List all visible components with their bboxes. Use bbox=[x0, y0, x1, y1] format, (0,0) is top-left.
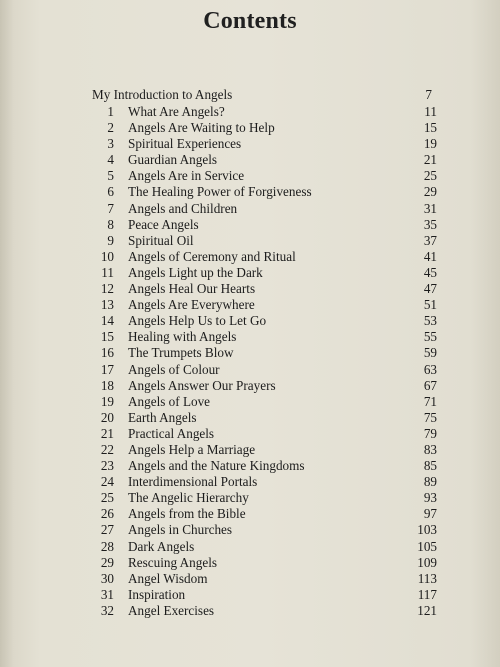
chapter-number: 22 bbox=[100, 441, 114, 457]
chapter-title: Angels in Churches bbox=[128, 522, 233, 538]
toc-entry-chapter-1 bbox=[92, 104, 437, 120]
chapter-page-number: 117 bbox=[417, 586, 437, 602]
chapter-page-number: 97 bbox=[423, 506, 437, 522]
chapter-number: 10 bbox=[100, 248, 114, 264]
chapter-title: Spiritual Experiences bbox=[128, 136, 242, 152]
toc-entry-chapter-9 bbox=[92, 233, 437, 249]
chapter-title: Angels of Colour bbox=[128, 361, 220, 377]
toc-entry-chapter-23 bbox=[92, 458, 437, 474]
chapter-title: Angels Are Waiting to Help bbox=[128, 120, 275, 136]
chapter-title: The Trumpets Blow bbox=[128, 345, 234, 361]
chapter-number: 16 bbox=[100, 345, 114, 361]
toc-entry-chapter-18 bbox=[92, 378, 437, 394]
chapter-title: Angel Exercises bbox=[128, 602, 215, 618]
toc-entry-chapter-31 bbox=[92, 587, 437, 603]
chapter-page-number: 71 bbox=[423, 393, 437, 409]
chapter-number: 27 bbox=[100, 522, 114, 538]
chapter-page-number: 45 bbox=[423, 264, 437, 280]
chapter-page-number: 93 bbox=[423, 490, 437, 506]
chapter-title: What Are Angels? bbox=[128, 104, 225, 119]
chapter-title: Angels and the Nature Kingdoms bbox=[128, 458, 305, 474]
contents-heading: Contents bbox=[203, 8, 297, 34]
chapter-number: 7 bbox=[107, 200, 114, 216]
chapter-number: 1 bbox=[107, 104, 114, 119]
toc-entry-chapter-11 bbox=[92, 265, 437, 281]
chapter-number: 2 bbox=[107, 120, 114, 136]
chapter-page-number: 19 bbox=[423, 136, 437, 152]
chapter-page-number: 67 bbox=[423, 377, 437, 393]
chapter-title: Angels Are in Service bbox=[128, 168, 245, 184]
chapter-number: 3 bbox=[107, 136, 114, 152]
chapter-page-number: 31 bbox=[423, 200, 437, 216]
chapter-number: 18 bbox=[100, 377, 114, 393]
chapter-number: 6 bbox=[107, 184, 114, 200]
toc-entry-chapter-28 bbox=[92, 539, 437, 555]
chapter-number: 11 bbox=[101, 264, 114, 280]
chapter-title: Angels Are Everywhere bbox=[128, 297, 255, 313]
chapter-number: 24 bbox=[100, 474, 114, 490]
chapter-page-number: 85 bbox=[423, 458, 437, 474]
toc-entry-page: 7 bbox=[425, 87, 432, 102]
chapter-page-number: 59 bbox=[423, 345, 437, 361]
chapter-title: Peace Angels bbox=[128, 216, 199, 232]
toc-entry-chapter-30 bbox=[92, 571, 437, 587]
chapter-page-number: 37 bbox=[423, 232, 437, 248]
chapter-title: Angels of Ceremony and Ritual bbox=[128, 248, 296, 264]
chapter-number: 23 bbox=[100, 458, 114, 474]
toc-entry-chapter-19 bbox=[92, 394, 437, 410]
chapter-page-number: 51 bbox=[423, 297, 437, 313]
toc-entry-chapter-22 bbox=[92, 442, 437, 458]
chapter-page-number: 63 bbox=[423, 361, 437, 377]
toc-entry-chapter-5 bbox=[92, 168, 437, 184]
chapter-title: Angels and Children bbox=[128, 200, 238, 216]
chapter-page-number: 89 bbox=[423, 474, 437, 490]
chapter-number: 26 bbox=[100, 506, 114, 522]
chapter-number: 15 bbox=[100, 329, 114, 345]
chapter-page-number: 47 bbox=[423, 281, 437, 297]
chapter-page-number: 83 bbox=[423, 441, 437, 457]
chapter-title: Angels Help Us to Let Go bbox=[128, 313, 267, 329]
chapter-page-number: 25 bbox=[423, 168, 437, 184]
chapter-title: Rescuing Angels bbox=[128, 554, 218, 570]
chapter-number: 5 bbox=[107, 168, 114, 184]
chapter-number: 12 bbox=[100, 281, 114, 297]
chapter-number: 13 bbox=[100, 297, 114, 313]
chapter-number: 14 bbox=[100, 313, 114, 329]
chapter-number: 8 bbox=[107, 216, 114, 232]
toc-entry-chapter-12 bbox=[92, 281, 437, 297]
toc-entry-chapter-10 bbox=[92, 249, 437, 265]
chapter-title: The Angelic Hierarchy bbox=[128, 490, 249, 506]
chapter-title: Inspiration bbox=[128, 586, 186, 602]
toc-entry-chapter-24 bbox=[92, 474, 437, 490]
chapter-title: Angels Heal Our Hearts bbox=[128, 281, 256, 297]
chapter-title: Angels from the Bible bbox=[128, 506, 246, 522]
chapter-page-number: 75 bbox=[423, 409, 437, 425]
toc-entry-chapter-25 bbox=[92, 490, 437, 506]
toc-entry-chapter-26 bbox=[92, 506, 437, 522]
chapter-page-number: 11 bbox=[424, 104, 437, 119]
chapter-page-number: 103 bbox=[417, 522, 437, 538]
chapter-page-number: 113 bbox=[417, 570, 437, 586]
toc-entry-chapter-7 bbox=[92, 201, 437, 217]
chapter-title: Angels Light up the Dark bbox=[128, 264, 263, 280]
chapter-number: 32 bbox=[100, 602, 114, 618]
toc-entry-chapter-16 bbox=[92, 345, 437, 361]
toc-entry-chapter-2 bbox=[92, 120, 437, 136]
chapter-title: Spiritual Oil bbox=[128, 232, 194, 248]
chapter-number: 31 bbox=[100, 586, 114, 602]
chapter-number: 4 bbox=[107, 152, 114, 168]
chapter-title: Healing with Angels bbox=[128, 329, 237, 345]
chapter-number: 9 bbox=[107, 232, 114, 248]
toc-entry-chapter-17 bbox=[92, 362, 437, 378]
toc-entry-chapter-6 bbox=[92, 184, 437, 200]
toc-entry-chapter-32 bbox=[92, 603, 437, 619]
chapter-page-number: 55 bbox=[423, 329, 437, 345]
chapter-number: 30 bbox=[100, 570, 114, 586]
chapter-page-number: 79 bbox=[423, 425, 437, 441]
toc-entry-chapter-14 bbox=[92, 313, 437, 329]
chapter-list bbox=[92, 104, 437, 619]
chapter-title: Interdimensional Portals bbox=[128, 474, 258, 490]
chapter-number: 17 bbox=[100, 361, 114, 377]
toc-entry-title: My Introduction to Angels bbox=[92, 87, 233, 102]
chapter-page-number: 53 bbox=[423, 313, 437, 329]
toc-entry-chapter-27 bbox=[92, 522, 437, 538]
chapter-page-number: 105 bbox=[417, 538, 437, 554]
chapter-title: Angels of Love bbox=[128, 393, 211, 409]
toc-entry-chapter-8 bbox=[92, 217, 437, 233]
chapter-page-number: 29 bbox=[423, 184, 437, 200]
chapter-page-number: 35 bbox=[423, 216, 437, 232]
toc-entry-introduction bbox=[92, 87, 432, 103]
chapter-page-number: 121 bbox=[417, 602, 437, 618]
chapter-title: The Healing Power of Forgiveness bbox=[128, 184, 312, 200]
chapter-number: 19 bbox=[100, 393, 114, 409]
chapter-title: Angel Wisdom bbox=[128, 570, 208, 586]
toc-entry-chapter-13 bbox=[92, 297, 437, 313]
toc-entry-chapter-21 bbox=[92, 426, 437, 442]
chapter-number: 20 bbox=[100, 409, 114, 425]
toc-entry-chapter-29 bbox=[92, 555, 437, 571]
chapter-title: Earth Angels bbox=[128, 409, 197, 425]
chapter-title: Guardian Angels bbox=[128, 152, 217, 168]
chapter-title: Angels Answer Our Prayers bbox=[128, 377, 276, 393]
toc-entry-chapter-15 bbox=[92, 329, 437, 345]
chapter-page-number: 41 bbox=[423, 248, 437, 264]
chapter-page-number: 109 bbox=[417, 554, 437, 570]
chapter-page-number: 15 bbox=[423, 120, 437, 136]
chapter-title: Angels Help a Marriage bbox=[128, 441, 256, 457]
chapter-number: 21 bbox=[100, 425, 114, 441]
toc-entry-chapter-3 bbox=[92, 136, 437, 152]
chapter-title: Dark Angels bbox=[128, 538, 195, 554]
chapter-page-number: 21 bbox=[423, 152, 437, 168]
chapter-title: Practical Angels bbox=[128, 425, 215, 441]
chapter-number: 29 bbox=[100, 554, 114, 570]
chapter-number: 25 bbox=[100, 490, 114, 506]
chapter-number: 28 bbox=[100, 538, 114, 554]
toc-entry-chapter-20 bbox=[92, 410, 437, 426]
toc-entry-chapter-4 bbox=[92, 152, 437, 168]
